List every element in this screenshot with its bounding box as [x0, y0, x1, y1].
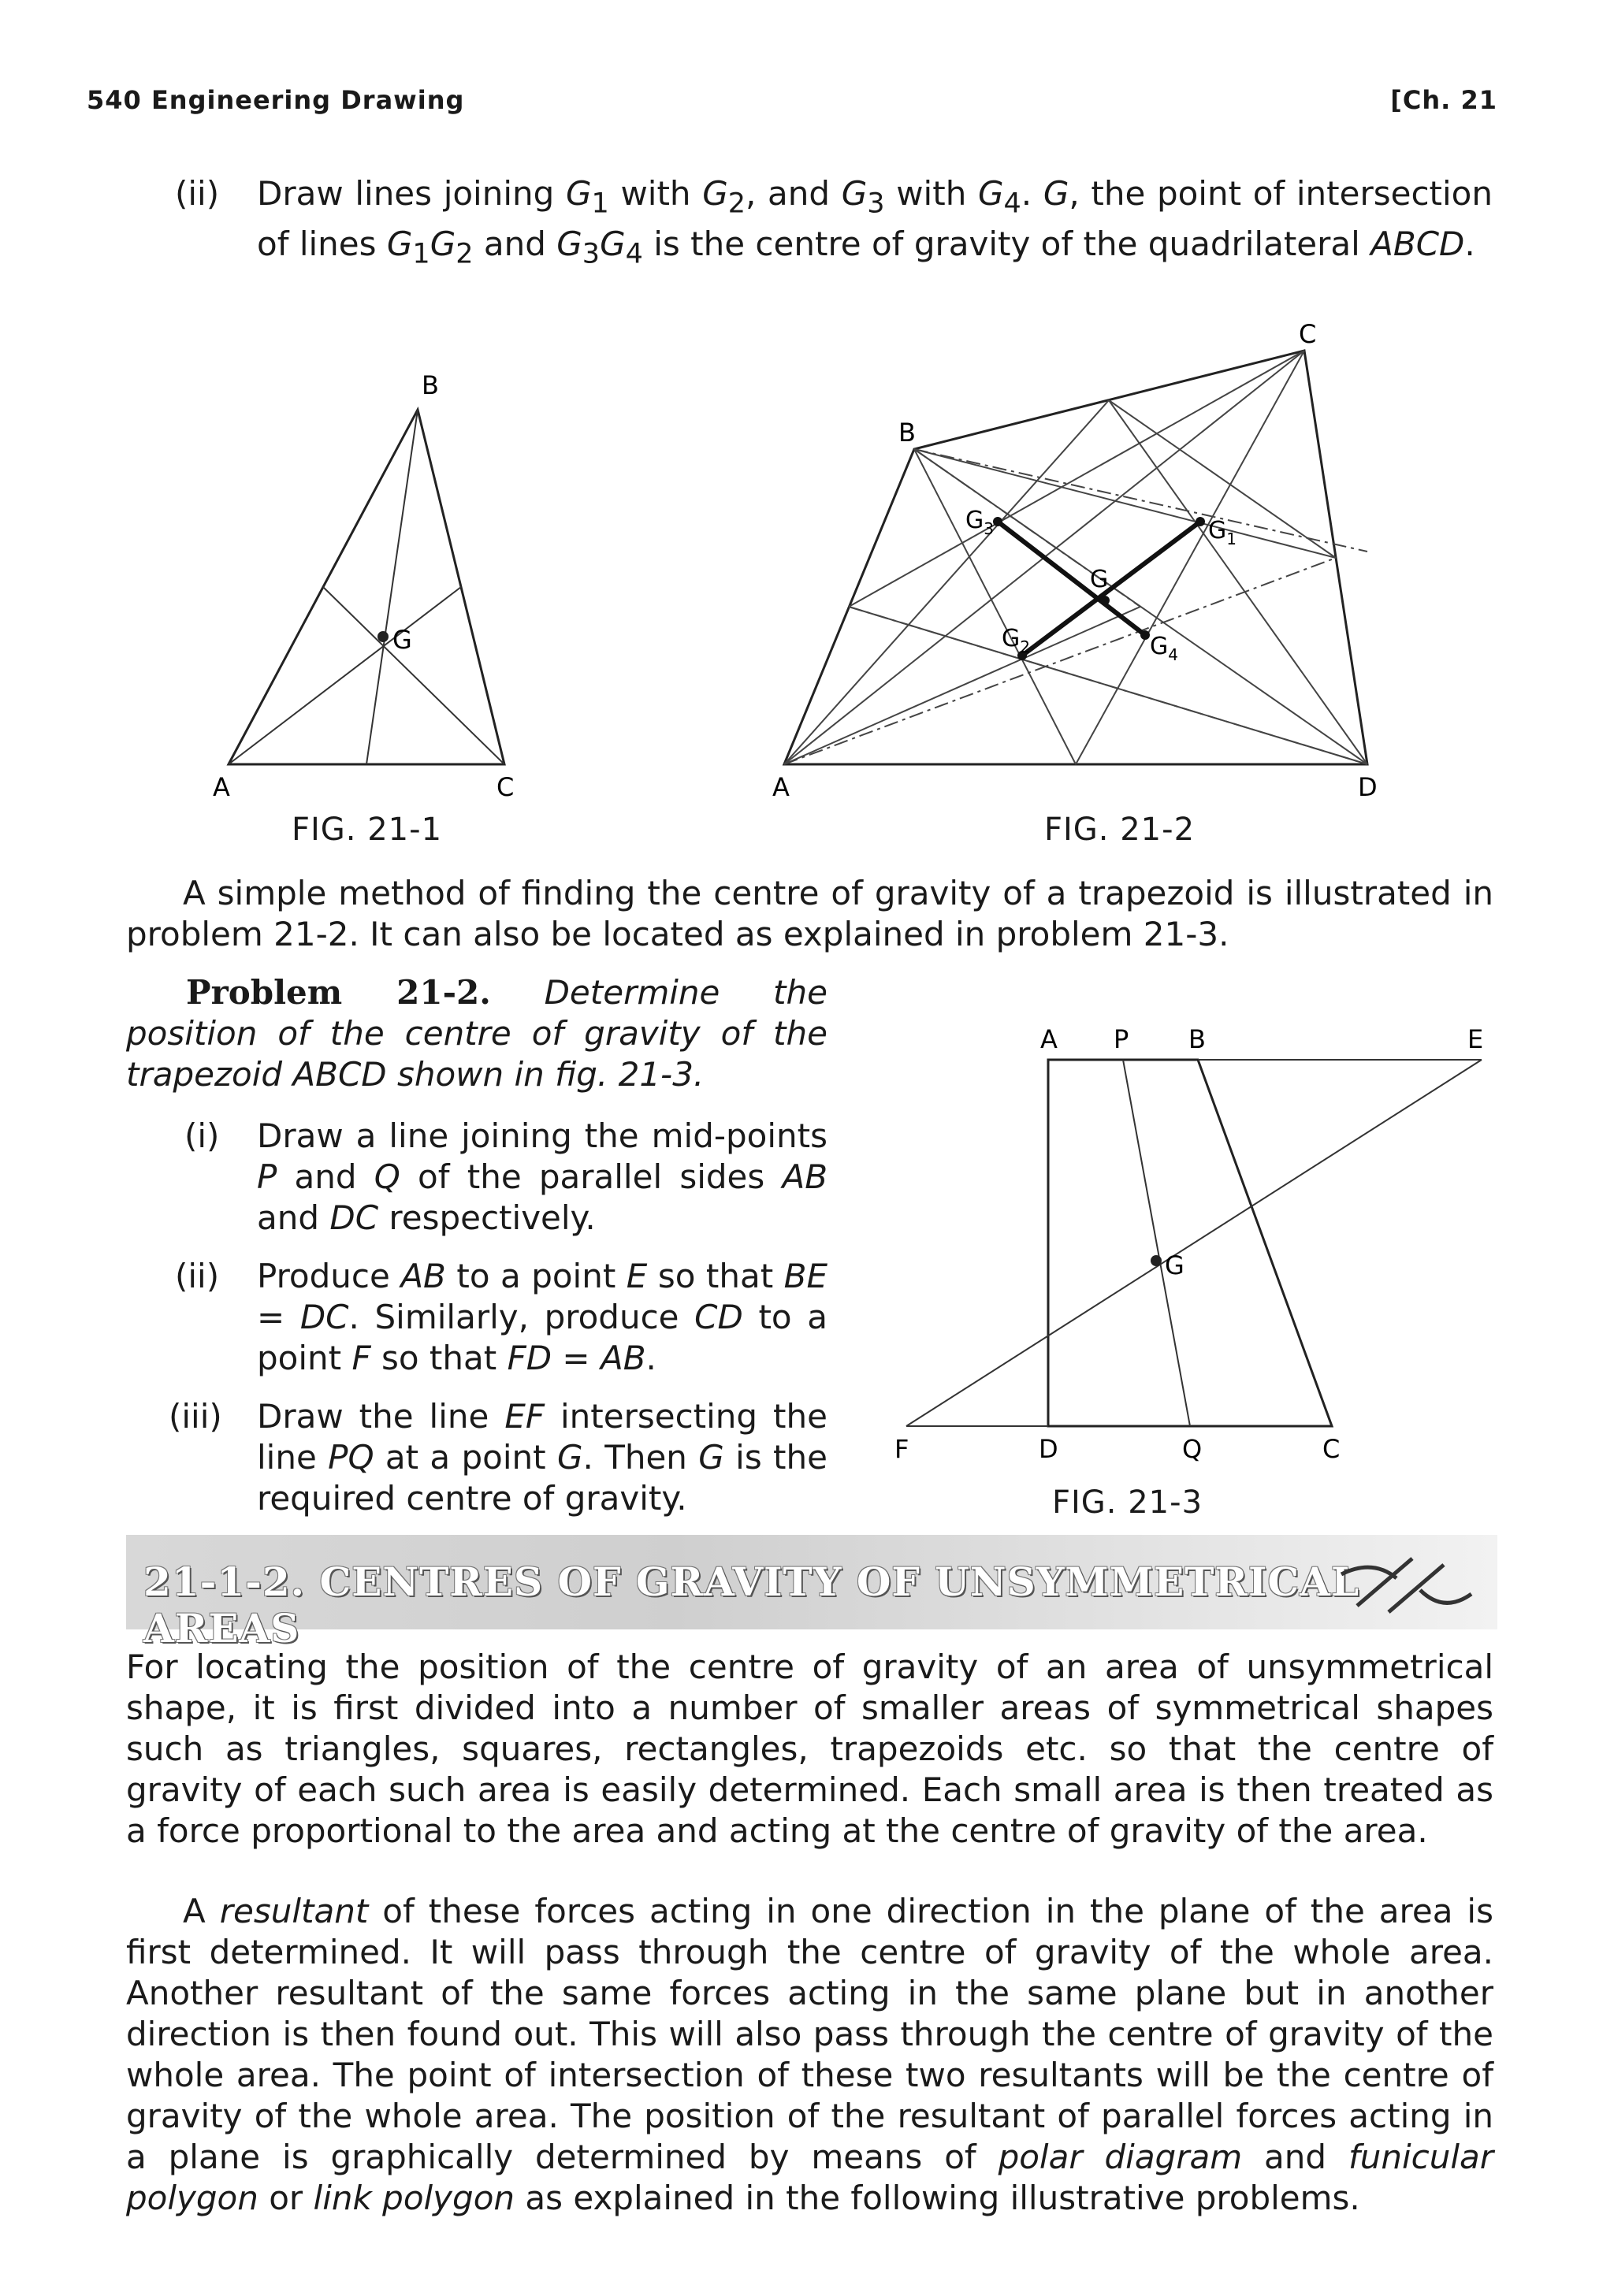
- step-number: (ii): [175, 1257, 220, 1295]
- label-c: C: [496, 772, 515, 802]
- decorative-swirl-icon: [1326, 1543, 1483, 1622]
- intro-step-number: (ii): [175, 174, 220, 213]
- label-a: A: [213, 772, 230, 802]
- label-a: A: [1040, 1024, 1058, 1054]
- label-e: E: [1467, 1024, 1484, 1054]
- label-g1: $G_1$: [1208, 517, 1237, 548]
- label-g2: $G_2$: [1002, 625, 1030, 656]
- label-q: Q: [1182, 1434, 1203, 1464]
- label-c: C: [1322, 1434, 1341, 1464]
- fig-21-3-caption: FIG. 21-3: [1052, 1484, 1203, 1521]
- page-header: [87, 85, 1497, 124]
- problem-step-2: [175, 1256, 827, 1382]
- label-d: D: [1358, 772, 1378, 802]
- centroid-point: [377, 631, 389, 642]
- fig-21-2-diagram: [768, 315, 1399, 804]
- label-c: C: [1299, 319, 1317, 349]
- label-p: P: [1114, 1024, 1129, 1054]
- problem-step-1: [175, 1116, 827, 1242]
- chapter-label: [Ch. 21: [1390, 85, 1497, 115]
- step-text: Produce AB to a point E so that BE = DC. Similarly, produce CD to a point F so that FD = AB.: [257, 1257, 828, 1377]
- point-g1: [1196, 517, 1205, 526]
- label-d: D: [1039, 1434, 1058, 1464]
- point-g: [1151, 1255, 1162, 1266]
- label-g: G: [1090, 566, 1109, 593]
- label-b: B: [1188, 1024, 1206, 1054]
- problem-step-3: [169, 1396, 827, 1522]
- section-banner: [126, 1535, 1497, 1651]
- problem-statement: [126, 972, 827, 1095]
- section-title: 21-1-2. CENTRES OF GRAVITY OF UNSYMMETRICAL AREAS: [143, 1559, 1360, 1651]
- fig-21-2-caption: FIG. 21-2: [1044, 812, 1196, 848]
- label-g4: $G_4$: [1150, 633, 1178, 664]
- line-ef: [906, 1060, 1482, 1426]
- label-f: F: [894, 1434, 909, 1464]
- label-b: B: [898, 418, 916, 448]
- label-a: A: [772, 772, 790, 802]
- paragraph-intro: A simple method of finding the centre of gravity of a trapezoid is illustrated in problem 21-2. It can also be located as explained in problem 21-3.: [126, 874, 1493, 953]
- line-pq: [1123, 1060, 1190, 1426]
- trapezoid-abcd: [1048, 1060, 1332, 1426]
- point-g3: [993, 517, 1002, 526]
- step-number: (i): [184, 1116, 220, 1155]
- intro-step: [175, 173, 1493, 307]
- paragraph-unsymmetrical: For locating the position of the centre of gravity of an area of unsymmetrical shape, it is first divided into a number of smaller areas of symmetrical shapes such as triangles, squares, rectangles, trapezoids etc. so that the centre of gravity of each such area is easily determined. Each small area is then treated as a force proportional to the area and acting at the centre of gravity of the area.: [126, 1648, 1493, 1850]
- triangle-abc: [229, 410, 504, 764]
- label-g: G: [392, 625, 412, 655]
- fig-21-1-diagram: [197, 347, 560, 804]
- label-g: G: [1165, 1250, 1184, 1280]
- intro-step-text: Draw lines joining $G_1$ with $G_2$, and $G_3$ with $G_4$. G, the point of intersection of lines $G_1G_2$ and $G_3G_4$ is the centre of gravity of the quadrilateral ABCD.: [257, 174, 1493, 270]
- step-text: Draw a line joining the mid-points P and Q of the parallel sides AB and DC respectively.: [257, 1116, 828, 1237]
- label-b: B: [422, 370, 439, 400]
- step-number: (iii): [169, 1397, 222, 1436]
- quadrilateral-abcd: [784, 351, 1367, 764]
- problem-label: Problem 21-2.: [186, 973, 491, 1012]
- point-g4: [1140, 630, 1150, 640]
- fig-21-3-diagram: [875, 1012, 1505, 1485]
- step-text: Draw the line EF intersecting the line PQ at a point G. Then G is the required centre of gravity.: [257, 1397, 827, 1518]
- point-g: [1100, 596, 1110, 605]
- paragraph-resultant: A resultant of these forces acting in one direction in the plane of the area is first determined. It will pass through the centre of gravity of the whole area. Another resultant of the same forces acting in the same plane but in another direction is then found out. This will also pass through the centre of gravity of the whole area. The point of intersection of these two resultants will be the centre of gravity of the whole area. The position of the resultant of parallel forces acting in a plane is graphically determined by means of polar diagram and funicular polygon or link polygon as explained in the following illustrative problems.: [126, 1892, 1494, 2217]
- label-g3: $G_3$: [965, 507, 994, 538]
- page-number-title: 540 Engineering Drawing: [87, 85, 465, 115]
- fig-21-1-caption: FIG. 21-1: [292, 812, 443, 848]
- problem-text: Determine the position of the centre of gravity of the trapezoid ABCD shown in fig. 21-3.: [126, 973, 827, 1094]
